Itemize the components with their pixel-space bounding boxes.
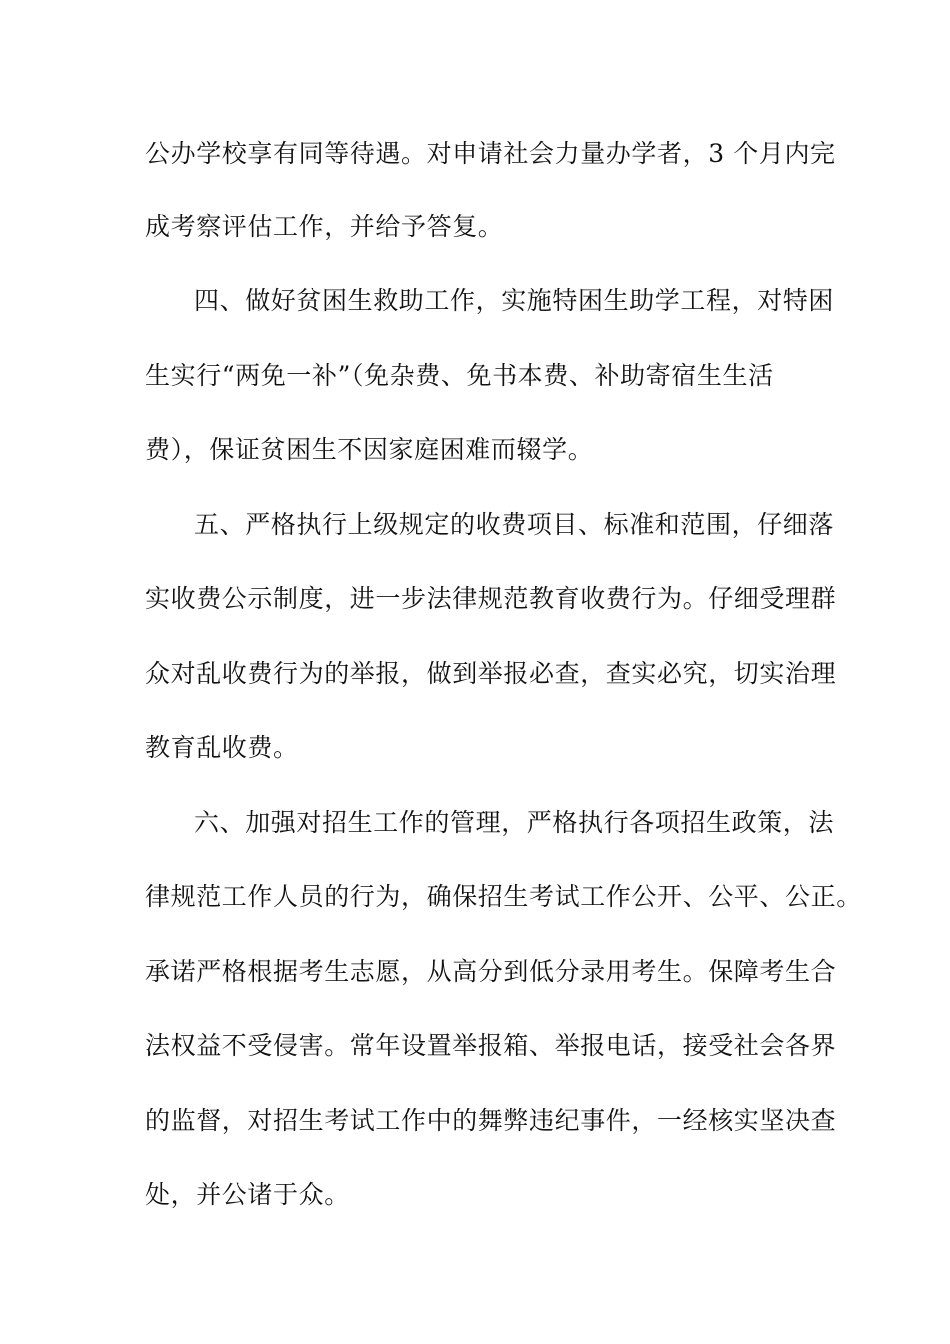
text-line: 众对乱收费行为的举报，做到举报必查，查实必究，切实治理 [145,659,837,688]
paragraph-start-line: 六、加强对招生工作的管理，严格执行各项招生政策，法 [194,808,835,837]
text-line: 律规范工作人员的行为，确保招生考试工作公开、公平、公正。 [145,882,862,911]
paragraph-start-line: 五、严格执行上级规定的收费项目、标准和范围，仔细落 [194,510,835,539]
text-line: 公办学校享有同等待遇。对申请社会力量办学者，3 个月内完 [145,139,836,168]
text-line: 教育乱收费。 [145,733,299,762]
text-line: 实收费公示制度，进一步法律规范教育收费行为。仔细受理群 [145,584,837,613]
text-line: 处，并公诸于众。 [145,1180,350,1209]
text-line: 的监督，对招生考试工作中的舞弊违纪事件，一经核实坚决查 [145,1106,837,1135]
text-line: 承诺严格根据考生志愿，从高分到低分录用考生。保障考生合 [145,957,837,986]
text-line: 费），保证贫困生不因家庭困难而辍学。 [145,435,594,464]
text-line: 生实行“两免一补”（免杂费、免书本费、补助寄宿生生活 [145,361,774,390]
text-line: 成考察评估工作，并给予答复。 [145,212,504,241]
text-line: 法权益不受侵害。常年设置举报箱、举报电话，接受社会各界 [145,1031,837,1060]
paragraph-start-line: 四、做好贫困生救助工作，实施特困生助学工程，对特困 [194,286,835,315]
